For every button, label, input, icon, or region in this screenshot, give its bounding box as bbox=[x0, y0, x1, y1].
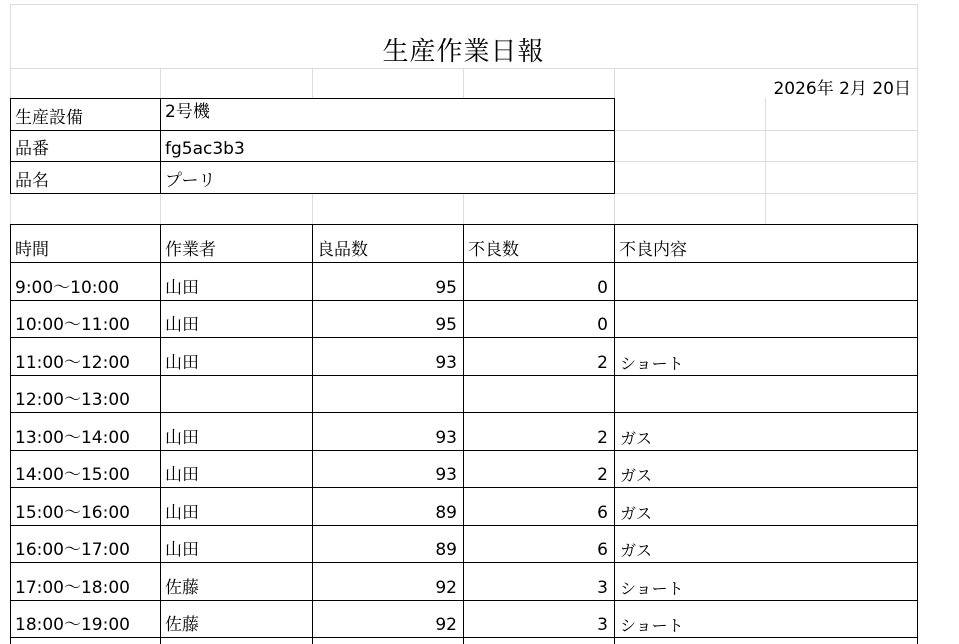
worker-cell[interactable]: 山田 bbox=[165, 352, 199, 373]
border bbox=[10, 193, 615, 194]
time-cell[interactable]: 17:00～18:00 bbox=[15, 577, 130, 598]
header-time: 時間 bbox=[15, 240, 49, 260]
good-count-cell[interactable]: 89 bbox=[435, 540, 457, 560]
time-cell[interactable]: 13:00～14:00 bbox=[15, 427, 130, 448]
defect-count-cell[interactable]: 6 bbox=[597, 502, 608, 523]
time-cell[interactable]: 11:00～12:00 bbox=[15, 352, 130, 373]
defect-detail-cell[interactable]: ガス bbox=[620, 466, 653, 485]
worker-cell[interactable]: 山田 bbox=[165, 315, 199, 335]
equipment-label: 生産設備 bbox=[15, 108, 83, 128]
good-count-cell[interactable] bbox=[312, 375, 463, 413]
worker-cell[interactable]: 山田 bbox=[165, 277, 199, 298]
defect-count-cell[interactable]: 2 bbox=[597, 427, 608, 448]
good-count-cell[interactable]: 92 bbox=[435, 615, 457, 635]
column-border bbox=[614, 224, 615, 644]
defect-detail-cell[interactable] bbox=[614, 262, 918, 300]
gridline bbox=[10, 4, 918, 5]
gridline bbox=[312, 68, 313, 98]
worker-cell[interactable]: 山田 bbox=[165, 502, 199, 523]
defect-detail-cell[interactable]: ガス bbox=[620, 541, 653, 560]
worker-cell[interactable]: 佐藤 bbox=[165, 615, 199, 635]
good-count-cell[interactable]: 95 bbox=[435, 315, 457, 335]
worker-cell[interactable]: 佐藤 bbox=[165, 577, 199, 598]
gridline bbox=[10, 68, 918, 69]
gridline bbox=[614, 193, 615, 224]
part-number-value[interactable]: fg5ac3b3 bbox=[165, 139, 245, 159]
gridline bbox=[463, 68, 464, 98]
part-name-value[interactable]: プーリ bbox=[165, 171, 216, 191]
time-cell[interactable]: 10:00～11:00 bbox=[15, 315, 130, 335]
defect-count-cell[interactable]: 3 bbox=[597, 577, 608, 598]
defect-count-cell[interactable] bbox=[463, 375, 614, 413]
defect-count-cell[interactable]: 6 bbox=[597, 540, 608, 560]
defect-detail-cell[interactable] bbox=[614, 300, 918, 338]
gridline bbox=[614, 68, 615, 98]
gridline bbox=[614, 193, 918, 194]
header-defect-count: 不良数 bbox=[468, 240, 519, 260]
report-date: 2026年 2月 20日 bbox=[773, 79, 911, 99]
defect-detail-cell[interactable]: ショート bbox=[620, 353, 684, 373]
defect-count-cell[interactable]: 0 bbox=[597, 315, 608, 335]
time-cell[interactable]: 18:00～19:00 bbox=[15, 615, 130, 635]
equipment-value[interactable]: 2号機 bbox=[165, 102, 210, 122]
gridline bbox=[312, 193, 313, 224]
time-cell[interactable]: 16:00～17:00 bbox=[15, 540, 130, 560]
row-border bbox=[10, 637, 918, 638]
gridline bbox=[160, 68, 161, 98]
header-worker: 作業者 bbox=[165, 240, 216, 260]
defect-count-cell[interactable]: 0 bbox=[597, 277, 608, 298]
gridline bbox=[614, 130, 918, 131]
report-title: 生産作業日報 bbox=[382, 36, 545, 67]
worker-cell[interactable]: 山田 bbox=[165, 540, 199, 560]
column-border bbox=[160, 224, 161, 644]
defect-detail-cell[interactable]: ショート bbox=[620, 578, 684, 598]
defect-detail-cell[interactable]: ガス bbox=[620, 503, 653, 523]
gridline bbox=[463, 193, 464, 224]
border bbox=[614, 98, 615, 194]
time-cell[interactable]: 14:00～15:00 bbox=[15, 465, 130, 485]
worker-cell[interactable]: 山田 bbox=[165, 427, 199, 448]
worker-cell[interactable] bbox=[160, 375, 312, 413]
time-cell[interactable]: 12:00～13:00 bbox=[15, 390, 130, 410]
defect-detail-cell[interactable] bbox=[614, 375, 918, 413]
part-number-label: 品番 bbox=[15, 139, 49, 159]
good-count-cell[interactable]: 95 bbox=[435, 277, 457, 298]
gridline bbox=[614, 161, 918, 162]
time-cell[interactable]: 9:00～10:00 bbox=[15, 277, 120, 298]
defect-detail-cell[interactable]: ショート bbox=[620, 616, 684, 635]
good-count-cell[interactable]: 92 bbox=[435, 577, 457, 598]
defect-count-cell[interactable]: 2 bbox=[597, 352, 608, 373]
gridline bbox=[160, 193, 161, 224]
defect-detail-cell[interactable]: ガス bbox=[620, 428, 653, 448]
defect-count-cell[interactable]: 2 bbox=[597, 465, 608, 485]
header-good-count: 良品数 bbox=[317, 240, 368, 260]
good-count-cell[interactable]: 93 bbox=[435, 352, 457, 373]
header-defect-detail: 不良内容 bbox=[619, 240, 687, 260]
defect-count-cell[interactable]: 3 bbox=[597, 615, 608, 635]
part-name-label: 品名 bbox=[15, 171, 49, 191]
column-border bbox=[463, 224, 464, 644]
good-count-cell[interactable]: 93 bbox=[435, 427, 457, 448]
column-border bbox=[917, 224, 918, 644]
column-border bbox=[312, 224, 313, 644]
time-cell[interactable]: 15:00～16:00 bbox=[15, 502, 130, 523]
good-count-cell[interactable]: 93 bbox=[435, 465, 457, 485]
worker-cell[interactable]: 山田 bbox=[165, 465, 199, 485]
column-border bbox=[10, 224, 11, 644]
good-count-cell[interactable]: 89 bbox=[435, 502, 457, 523]
